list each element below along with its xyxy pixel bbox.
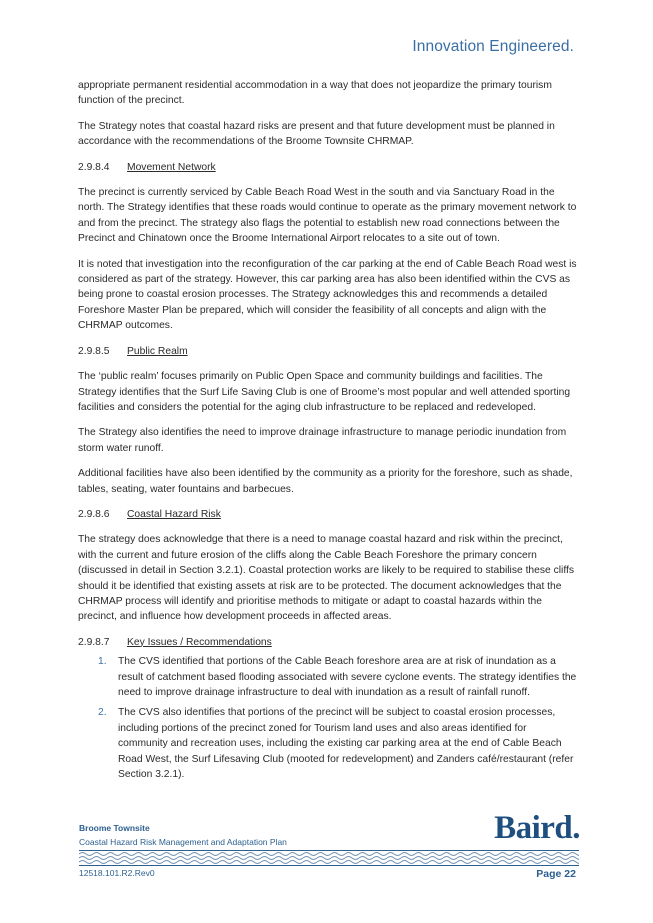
key-issues-list — [78, 654, 578, 782]
paragraph: The ‘public realm’ focuses primarily on Public Open Space and community buildings and facilities. The Strategy identifies that the Surf Life Saving Club is one of Broome’s most popular and well attended sporting facilities and considers the potential for the aging club infrastructure to be replaced and redeveloped. — [78, 371, 571, 413]
section-heading-public-realm — [78, 344, 578, 359]
section-title: Coastal Hazard Risk — [127, 508, 221, 520]
section-number: 2.9.8.7 — [78, 636, 110, 648]
company-tagline: Innovation Engineered. — [412, 38, 574, 55]
footer-title: Broome Townsite — [79, 823, 150, 833]
section-title: Movement Network — [127, 161, 216, 173]
section-heading-movement-network — [78, 160, 578, 175]
paragraph: appropriate permanent residential accommodation in a way that does not jeopardize the primary tourism function of the precinct. — [78, 80, 552, 107]
list-item-text: The CVS identified that portions of the Cable Beach foreshore area are at risk of inundation as a result of catchment based flooding associated with severe cyclone events. The strategy identifies the need to improve drainage infrastructure to deal with inundation as a result of rainfall runoff. — [118, 656, 577, 698]
list-item-number: 1. — [98, 656, 107, 668]
list-item-number: 2. — [98, 707, 107, 719]
paragraph: The Strategy also identifies the need to improve drainage infrastructure to manage periodic inundation from storm water runoff. — [78, 427, 567, 454]
paragraph: Additional facilities have also been identified by the community as a priority for the foreshore, such as shade, tables, seating, water fountains and barbecues. — [78, 468, 573, 495]
section-title: Public Realm — [127, 345, 188, 357]
section-heading-coastal-hazard-risk — [78, 507, 578, 522]
list-item — [78, 654, 578, 700]
section-title: Key Issues / Recommendations — [127, 636, 272, 648]
section-heading-key-issues — [78, 635, 578, 650]
list-item — [78, 705, 578, 782]
section-number: 2.9.8.4 — [78, 161, 110, 173]
document-reference: 12518.101.R2.Rev0 — [79, 868, 155, 878]
section-number: 2.9.8.6 — [78, 508, 110, 520]
footer-subtitle: Coastal Hazard Risk Management and Adaptation Plan — [79, 837, 287, 847]
section-number: 2.9.8.5 — [78, 345, 110, 357]
page-content — [78, 78, 578, 787]
paragraph: The precinct is currently serviced by Cable Beach Road West in the south and via Sanctuary Road in the north. The Strategy identifies that these roads would continue to operate as the primary movement network to and from the precinct. The strategy also flags the potential to establish new road connections between the Precinct and Chinatown once the Broome International Airport relocates to a site out of town. — [78, 187, 577, 245]
page-number: Page 22 — [536, 868, 576, 880]
list-item-text: The CVS also identifies that portions of the precinct will be subject to coastal erosion processes, including portions of the precinct zoned for Tourism land uses and also areas identified for community and recreation uses, including the existing car parking area at the end of Cable Beach Road West, the Surf Lifesaving Club (mooted for redevelopment) and Zanders café/restaurant (refer Section 3.2.1). — [118, 707, 574, 781]
baird-logo: Baird. — [494, 810, 580, 846]
paragraph: It is noted that investigation into the reconfiguration of the car parking at the end of Cable Beach Road west is considered as part of the strategy. However, this car parking area has also been identified within the CVS as being prone to coastal erosion processes. The Strategy acknowledges this and recommends a detailed Foreshore Master Plan be prepared, which will consider the feasibility of all concepts and align with the CHRMAP outcomes. — [78, 258, 577, 332]
wave-divider-icon — [79, 850, 579, 866]
paragraph: The Strategy notes that coastal hazard risks are present and that future development must be planned in accordance with the recommendations of the Broome Townsite CHRMAP. — [78, 120, 555, 148]
paragraph: The strategy does acknowledge that there is a need to manage coastal hazard and risk within the precinct, with the current and future erosion of the cliffs along the Cable Beach Foreshore the primary concern (discussed in detail in Section 3.2.1). Coastal protection works are likely to be required to stabilise these cliffs should it be identified that existing assets at risk are to be protected. The document acknowledges that the CHRMAP process will identify and prioritise methods to mitigate or adapt to coastal hazards within the precinct, and influence how development proceeds in affected areas. — [78, 534, 575, 623]
